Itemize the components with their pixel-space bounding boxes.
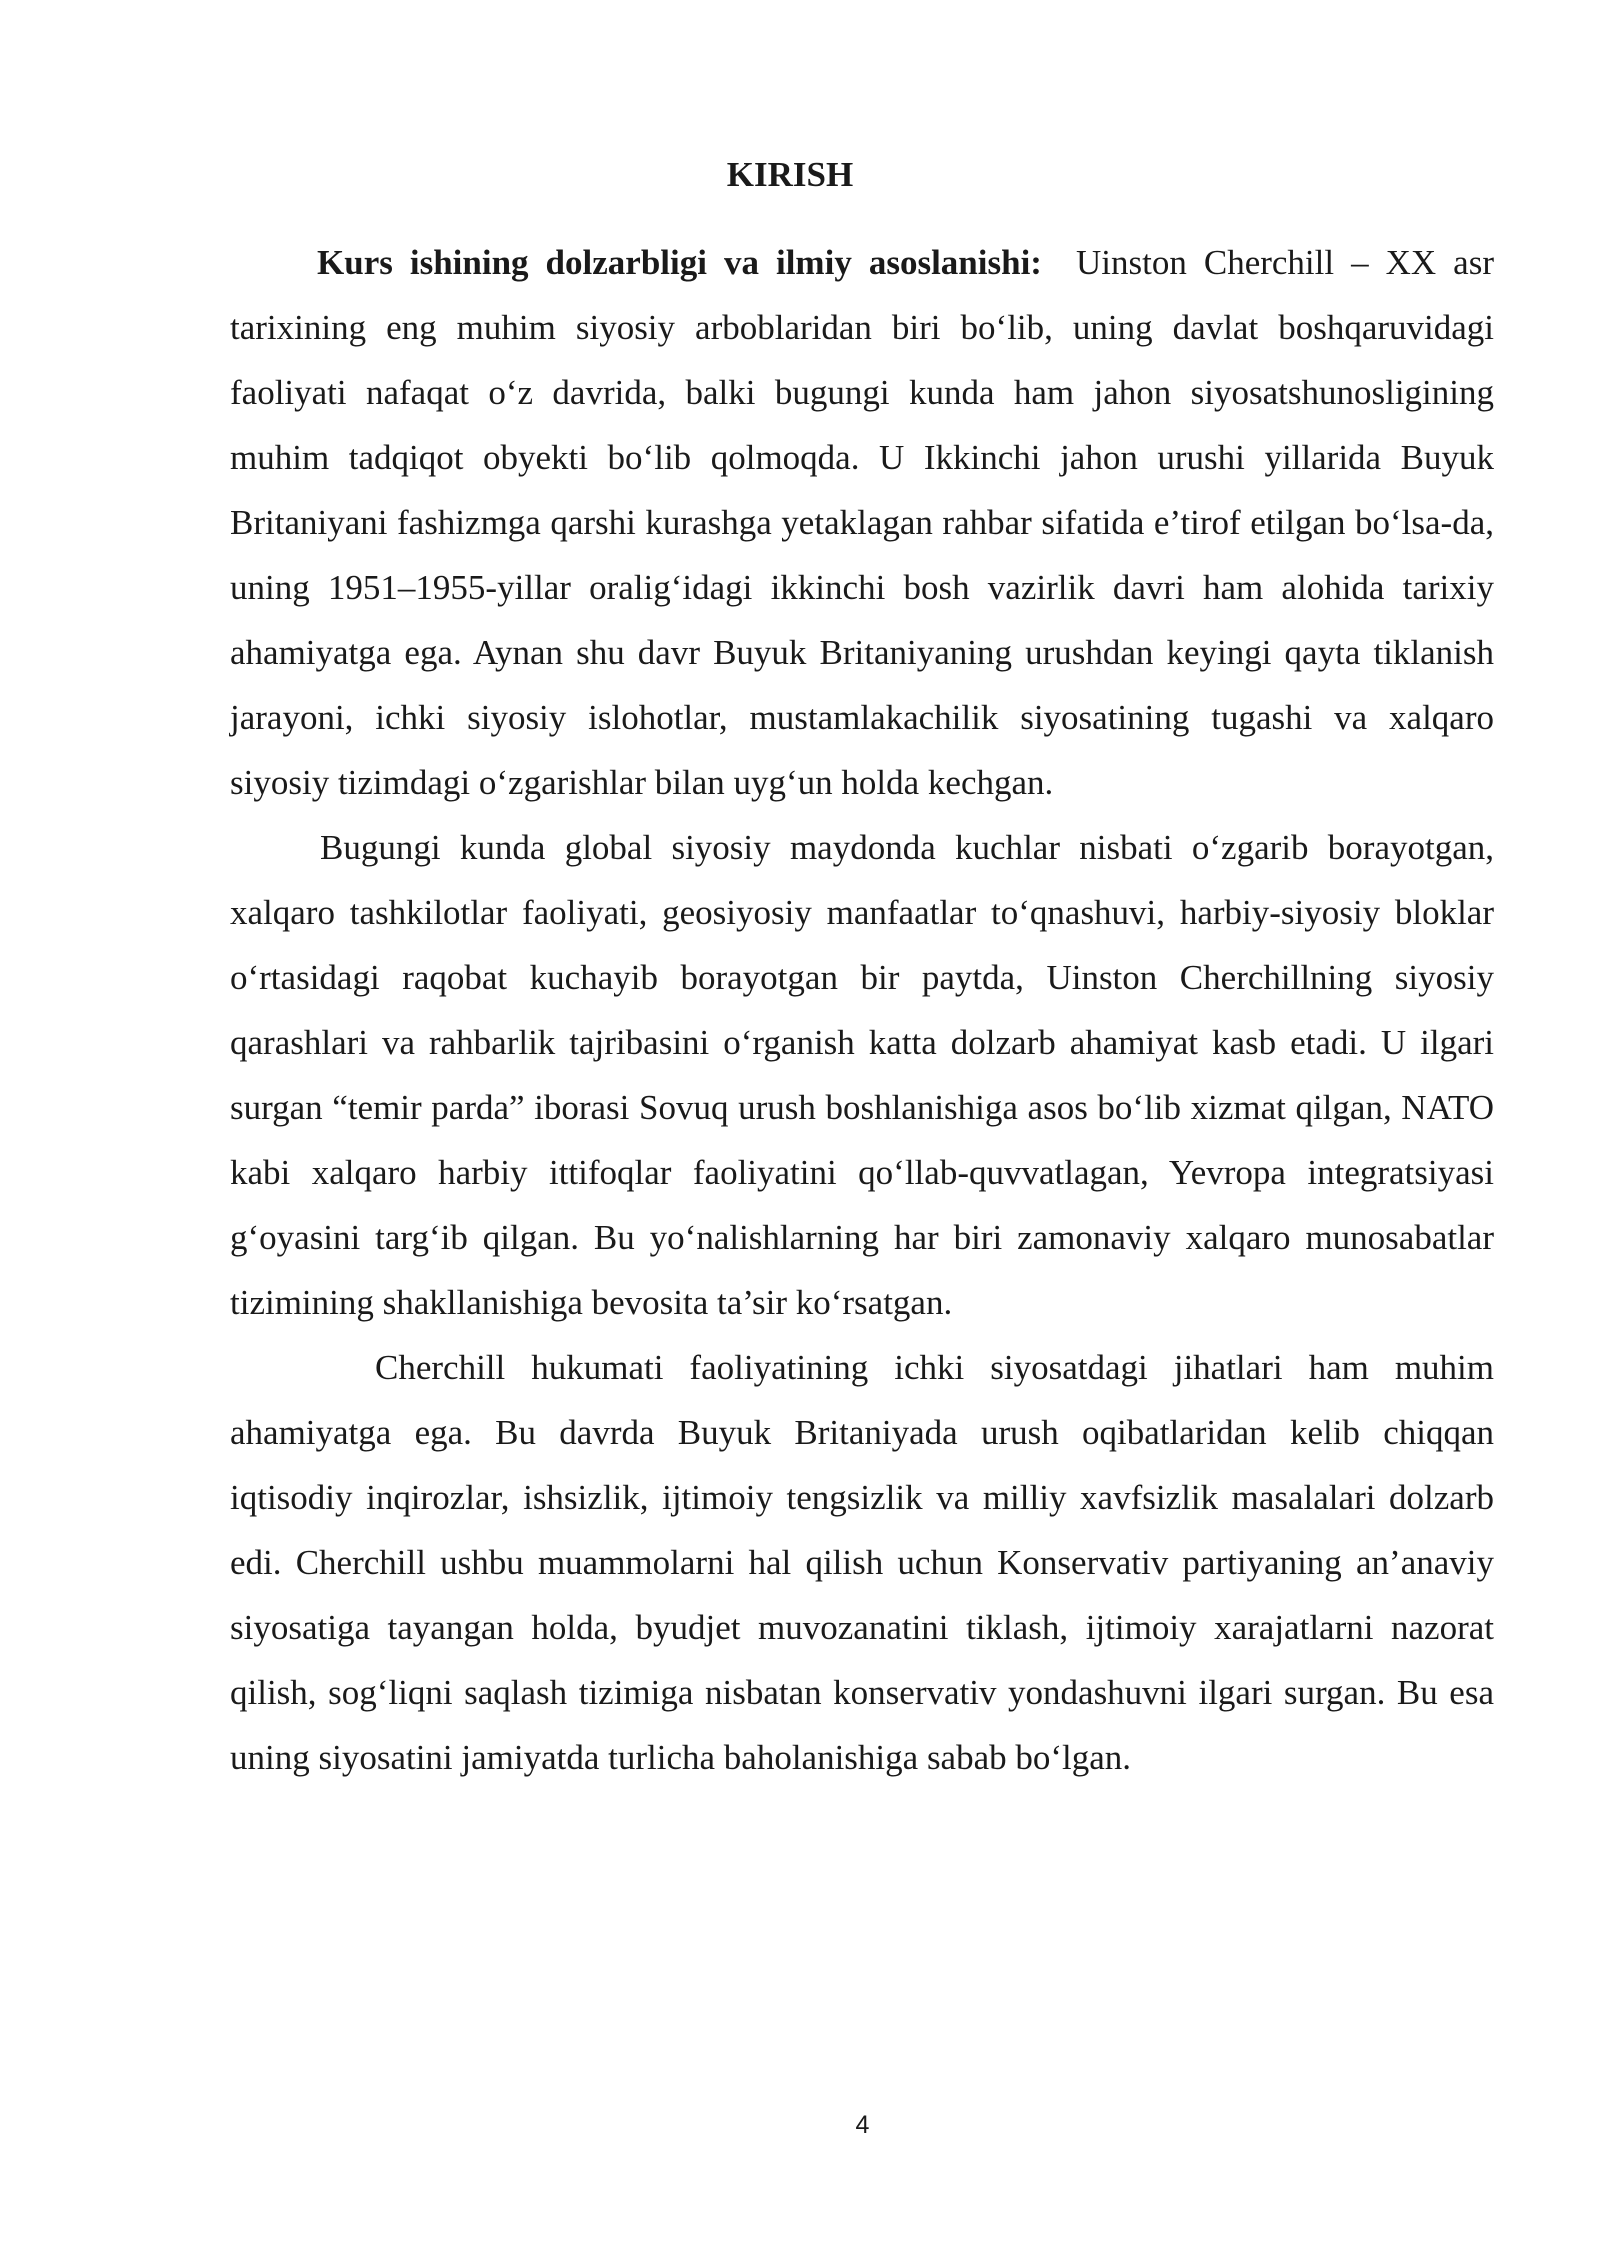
page-title: KIRISH	[726, 155, 854, 194]
paragraph-text: Cherchill hukumati faoliyatining ichki siyosatdagi jihatlari ham muhim ahamiyatga ega. Bu davrda Buyuk Britaniyada urush oqibatlaridan kelib chiqqan iqtisodiy inqirozlar, ishsizlik, ijtimoiy tengsizlik va milliy xavfsizlik masalalari dolzarb edi. Cherchill ushbu muammolarni hal qilish uchun Konservativ partiyaning an’anaviy siyosatiga tayangan holda, byudjet muvozanatini tiklash, ijtimoiy xarajatlarni nazorat qilish, sog‘liqni saqlash tizimiga nisbatan konservativ yondashuvni ilgari surgan. Bu esa uning siyosatini jamiyatda turlicha baholanishiga sabab bo‘lgan.	[230, 1348, 1494, 1777]
paragraph-3	[230, 1335, 1494, 1790]
paragraph-text: Bugungi kunda global siyosiy maydonda kuchlar nisbati o‘zgarib borayotgan, xalqaro tashkilotlar faoliyati, geosiyosiy manfaatlar to‘qnashuvi, harbiy-siyosiy bloklar o‘rtasidagi raqobat kuchayib borayotgan bir paytda, Uinston Cherchillning siyosiy qarashlari va rahbarlik tajribasini o‘rganish katta dolzarb ahamiyat kasb etadi. U ilgari surgan “temir parda” iborasi Sovuq urush boshlanishiga asos bo‘lib xizmat qilgan, NATO kabi xalqaro harbiy ittifoqlar faoliyatini qo‘llab-quvvatlagan, Yevropa integratsiyasi g‘oyasini targ‘ib qilgan. Bu yo‘nalishlarning har biri zamonaviy xalqaro munosabatlar tizimining shakllanishiga bevosita ta’sir ko‘rsatgan.	[230, 828, 1494, 1322]
body-text	[230, 230, 1494, 1790]
paragraph-text: Uinston Cherchill – XX asr tarixining eng muhim siyosiy arboblaridan biri bo‘lib, uning davlat boshqaruvidagi faoliyati nafaqat o‘z davrida, balki bugungi kunda ham jahon siyosatshunosligining muhim tadqiqot obyekti bo‘lib qolmoqda. U Ikkinchi jahon urushi yillarida Buyuk Britaniyani fashizmga qarshi kurashga yetaklagan rahbar sifatida e’tirof etilgan bo‘lsa-da, uning 1951–1955-yillar oralig‘idagi ikkinchi bosh vazirlik davri ham alohida tarixiy ahamiyatga ega. Aynan shu davr Buyuk Britaniyaning urushdan keyingi qayta tiklanish jarayoni, ichki siyosiy islohotlar, mustamlakachilik siyosatining tugashi va xalqaro siyosiy tizimdagi o‘zgarishlar bilan uyg‘un holda kechgan.	[230, 243, 1494, 802]
paragraph-1	[230, 230, 1494, 815]
page-number: 4	[855, 2111, 870, 2139]
paragraph-lead: Kurs ishining dolzarbligi va ilmiy asoslanishi:	[317, 243, 1042, 282]
paragraph-2	[230, 815, 1494, 1335]
